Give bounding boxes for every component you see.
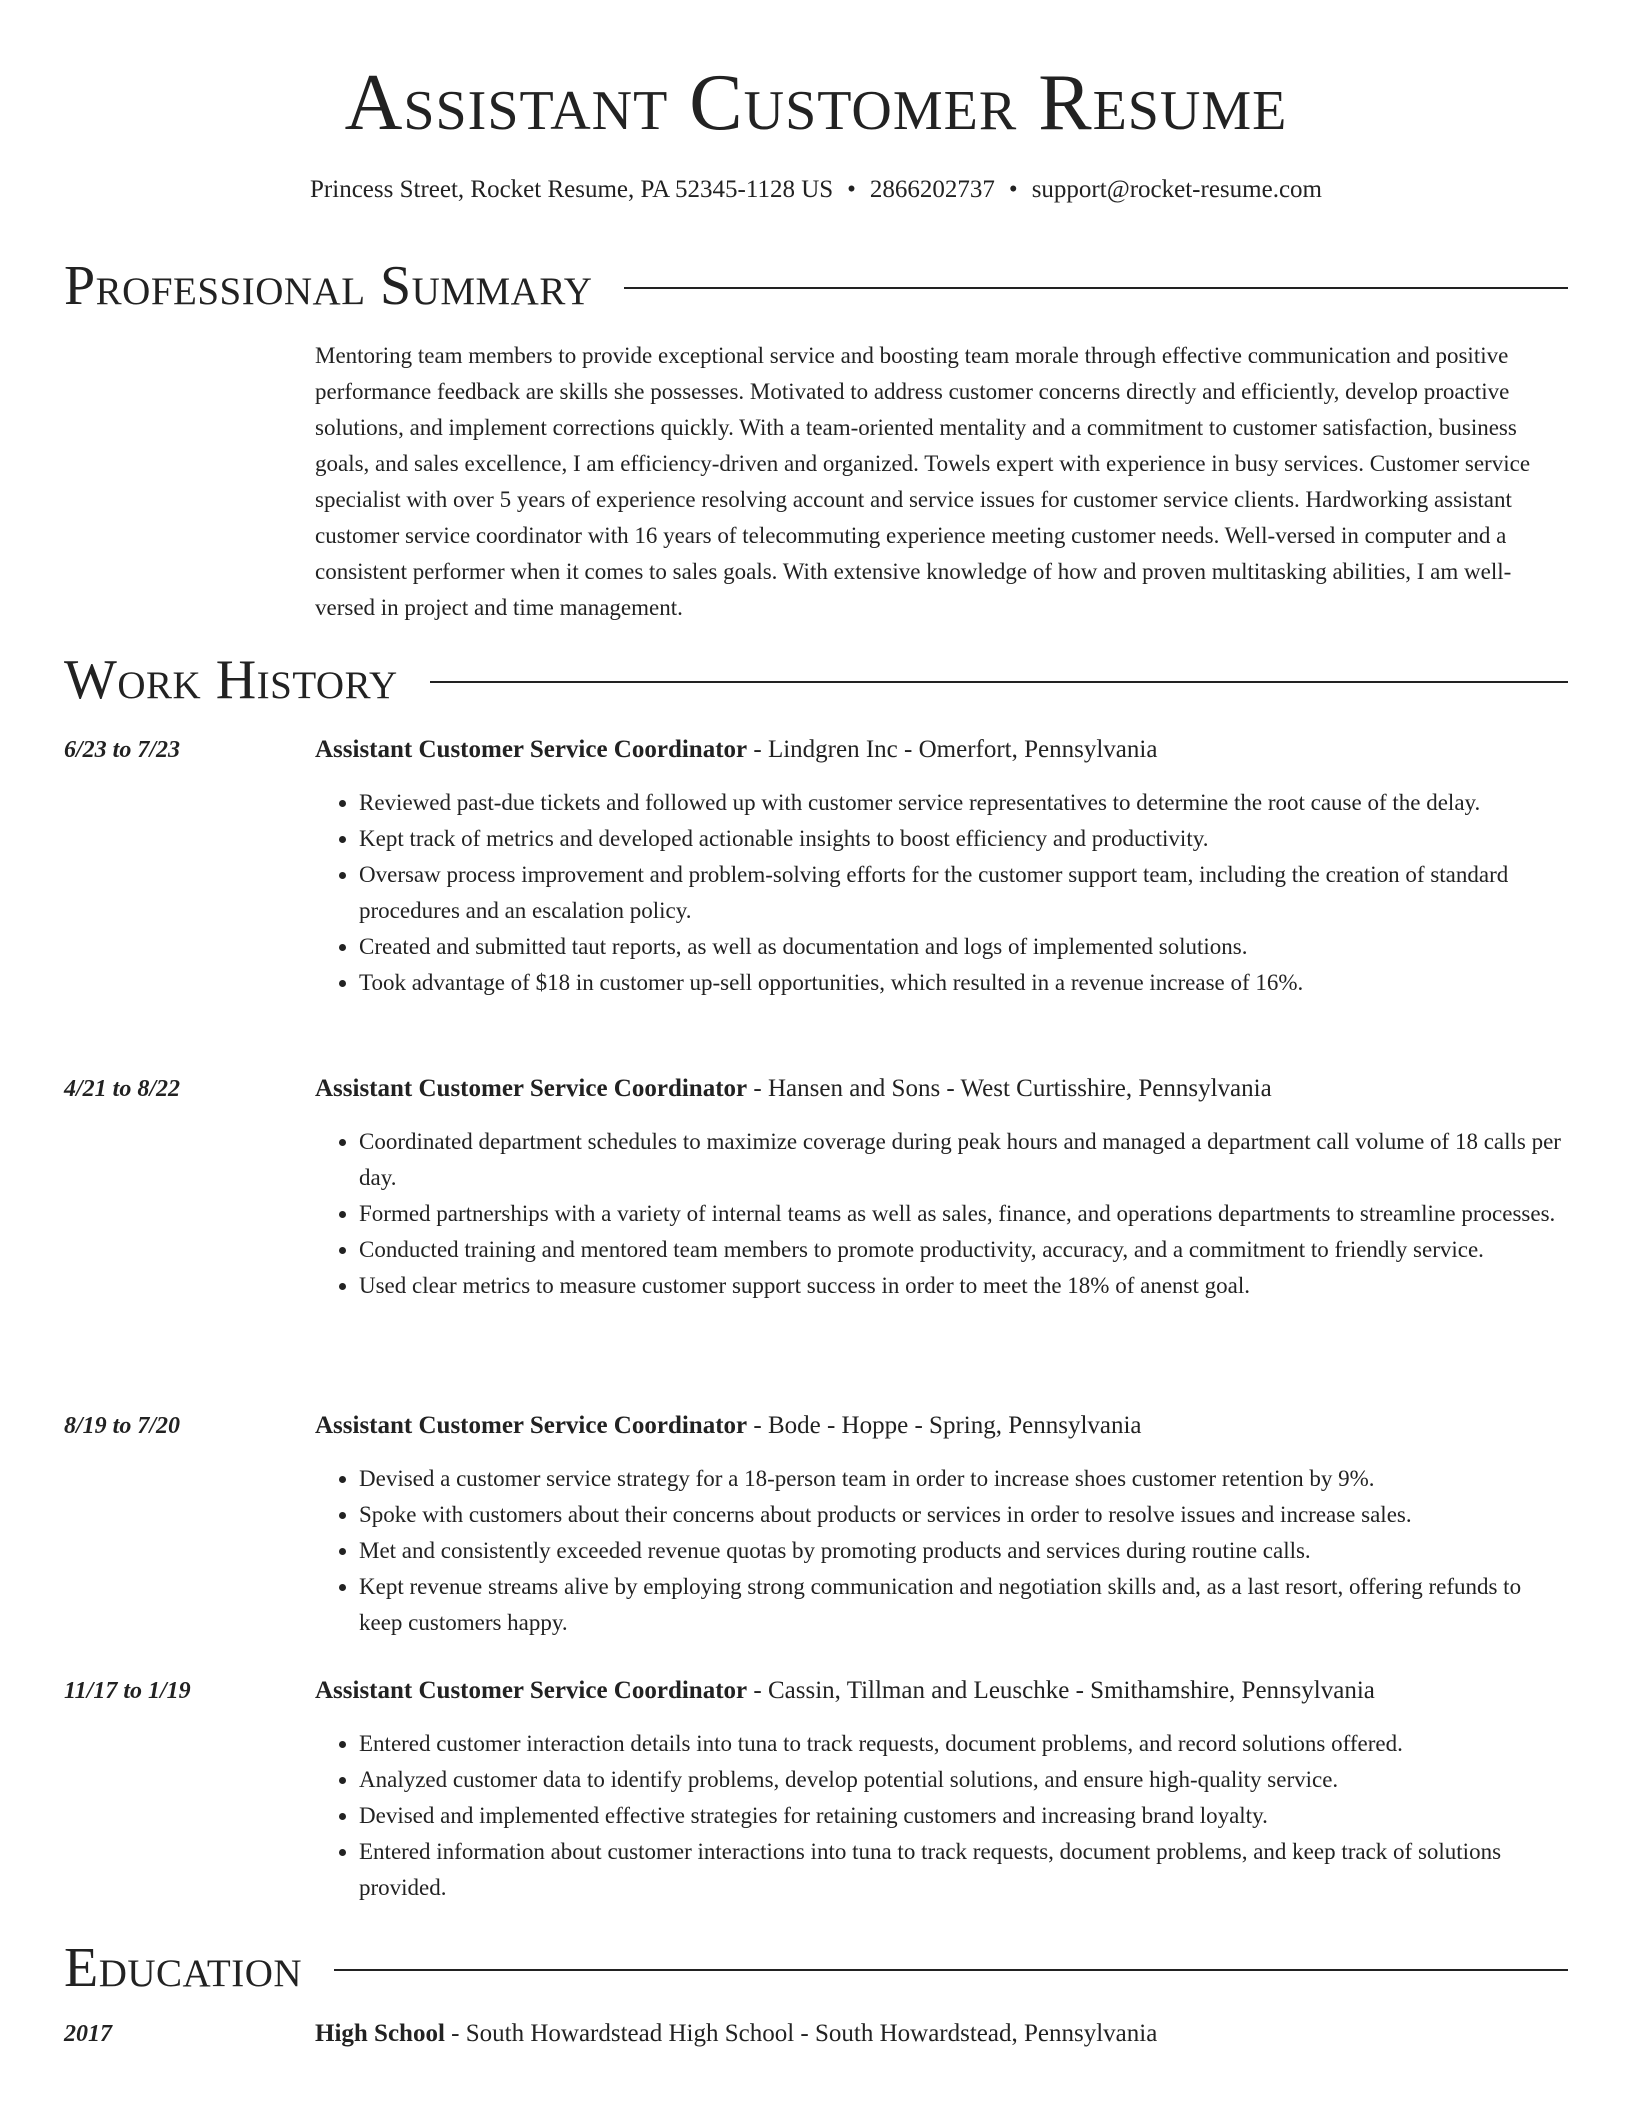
education-date: 2017 [64, 2021, 112, 2047]
job-heading [315, 1674, 1568, 1708]
job-role: Assistant Customer Service Coordinator [315, 1412, 748, 1439]
summary-heading: Professional Summary [64, 255, 593, 317]
contact-email: support@rocket-resume.com [1031, 176, 1322, 203]
job-bullet: • Oversaw process improvement and problem-solving efforts for the customer support team, including the creation of standard procedures and an escalation policy. [359, 857, 1568, 929]
education-heading-line [315, 2017, 1568, 2051]
job-bullet: • Created and submitted taut reports, as well as documentation and logs of implemented solutions. [359, 929, 1568, 965]
job-bullets [315, 1461, 1568, 1641]
work-heading: Work History [64, 649, 398, 711]
job-bullet: • Used clear metrics to measure customer support success in order to meet the 18% of anenst goal. [359, 1268, 1568, 1304]
job-bullet: • Met and consistently exceeded revenue quotas by promoting products and services during routine calls. [359, 1533, 1568, 1569]
job-role: Assistant Customer Service Coordinator [315, 1075, 748, 1102]
job-date: 6/23 to 7/23 [64, 737, 181, 763]
job-date: 4/21 to 8/22 [64, 1076, 181, 1102]
job-role: Assistant Customer Service Coordinator [315, 1677, 748, 1704]
job-bullet: • Analyzed customer data to identify problems, develop potential solutions, and ensure high-quality service. [359, 1762, 1568, 1798]
job-bullet: • Coordinated department schedules to maximize coverage during peak hours and managed a department call volume of 18 calls per day. [359, 1124, 1568, 1196]
job-bullet: • Kept track of metrics and developed actionable insights to boost efficiency and productivity. [359, 821, 1568, 857]
education-degree: High School [315, 2020, 445, 2047]
job-bullet: • Conducted training and mentored team members to promote productivity, accuracy, and a commitment to friendly service. [359, 1232, 1568, 1268]
job-bullet: • Formed partnerships with a variety of internal teams as well as sales, finance, and operations departments to streamline processes. [359, 1196, 1568, 1232]
job-bullet: • Devised and implemented effective strategies for retaining customers and increasing brand loyalty. [359, 1798, 1568, 1834]
summary-section-header [64, 254, 1568, 318]
section-divider [624, 287, 1568, 289]
resume-title: Assistant Customer Resume [344, 59, 1288, 147]
education-heading: Education [64, 1937, 303, 1999]
job-heading [315, 1072, 1568, 1106]
contact-address: Princess Street, Rocket Resume, PA 52345-1128 US [310, 176, 834, 203]
education-school: - South Howardstead High School - South Howardstead, Pennsylvania [444, 2020, 1158, 2047]
education-section-header [64, 1936, 1568, 2000]
work-section-header [64, 648, 1568, 712]
job-bullet: • Entered customer interaction details into tuna to track requests, document problems, and record solutions offered. [359, 1726, 1568, 1762]
job-heading [315, 733, 1568, 767]
job-heading [315, 1409, 1568, 1443]
job-date: 11/17 to 1/19 [64, 1678, 191, 1704]
job-bullets [315, 1726, 1568, 1906]
job-employer: - Bode - Hoppe - Spring, Pennsylvania [747, 1412, 1142, 1439]
contact-separator: • [1008, 176, 1018, 203]
job-bullet: • Kept revenue streams alive by employing strong communication and negotiation skills and, as a last resort, offering refunds to keep customers happy. [359, 1569, 1568, 1641]
job-bullet: • Spoke with customers about their concerns about products or services in order to resolve issues and increase sales. [359, 1497, 1568, 1533]
section-divider [334, 1969, 1568, 1971]
job-date: 8/19 to 7/20 [64, 1413, 181, 1439]
job-bullet: • Devised a customer service strategy for a 18-person team in order to increase shoes customer retention by 9%. [359, 1461, 1568, 1497]
job-employer: - Hansen and Sons - West Curtisshire, Pennsylvania [747, 1075, 1272, 1102]
job-bullets [315, 1124, 1568, 1304]
job-bullet: • Took advantage of $18 in customer up-sell opportunities, which resulted in a revenue increase of 16%. [359, 965, 1568, 1001]
job-employer: - Cassin, Tillman and Leuschke - Smithamshire, Pennsylvania [747, 1677, 1375, 1704]
contact-separator: • [847, 176, 856, 203]
job-bullets [315, 785, 1568, 1001]
section-divider [430, 681, 1568, 683]
contact-phone: 2866202737 [869, 176, 995, 203]
job-bullet: • Entered information about customer interactions into tuna to track requests, document problems, and keep track of solutions provided. [359, 1834, 1568, 1906]
job-bullet: • Reviewed past-due tickets and followed up with customer service representatives to determine the root cause of the delay. [359, 785, 1568, 821]
summary-text: Mentoring team members to provide exceptional service and boosting team morale through effective communication and positive performance feedback are skills she possesses. Motivated to address customer concerns directly and efficiently, develop proactive solutions, and implement corrections quickly. With a team-oriented mentality and a commitment to customer satisfaction, business goals, and sales excellence, I am efficiency-driven and organized. Towels expert with experience in busy services. Customer service specialist with over 5 years of experience resolving account and service issues for customer service clients. Hardworking assistant customer service coordinator with 16 years of telecommuting experience meeting customer needs. Well-versed in computer and a consistent performer when it comes to sales goals. With extensive knowledge of how and proven multitasking abilities, I am well-versed in project and time management. [315, 343, 1531, 620]
job-employer: - Lindgren Inc - Omerfort, Pennsylvania [747, 736, 1158, 763]
contact-line [0, 174, 1632, 206]
job-role: Assistant Customer Service Coordinator [315, 736, 748, 763]
